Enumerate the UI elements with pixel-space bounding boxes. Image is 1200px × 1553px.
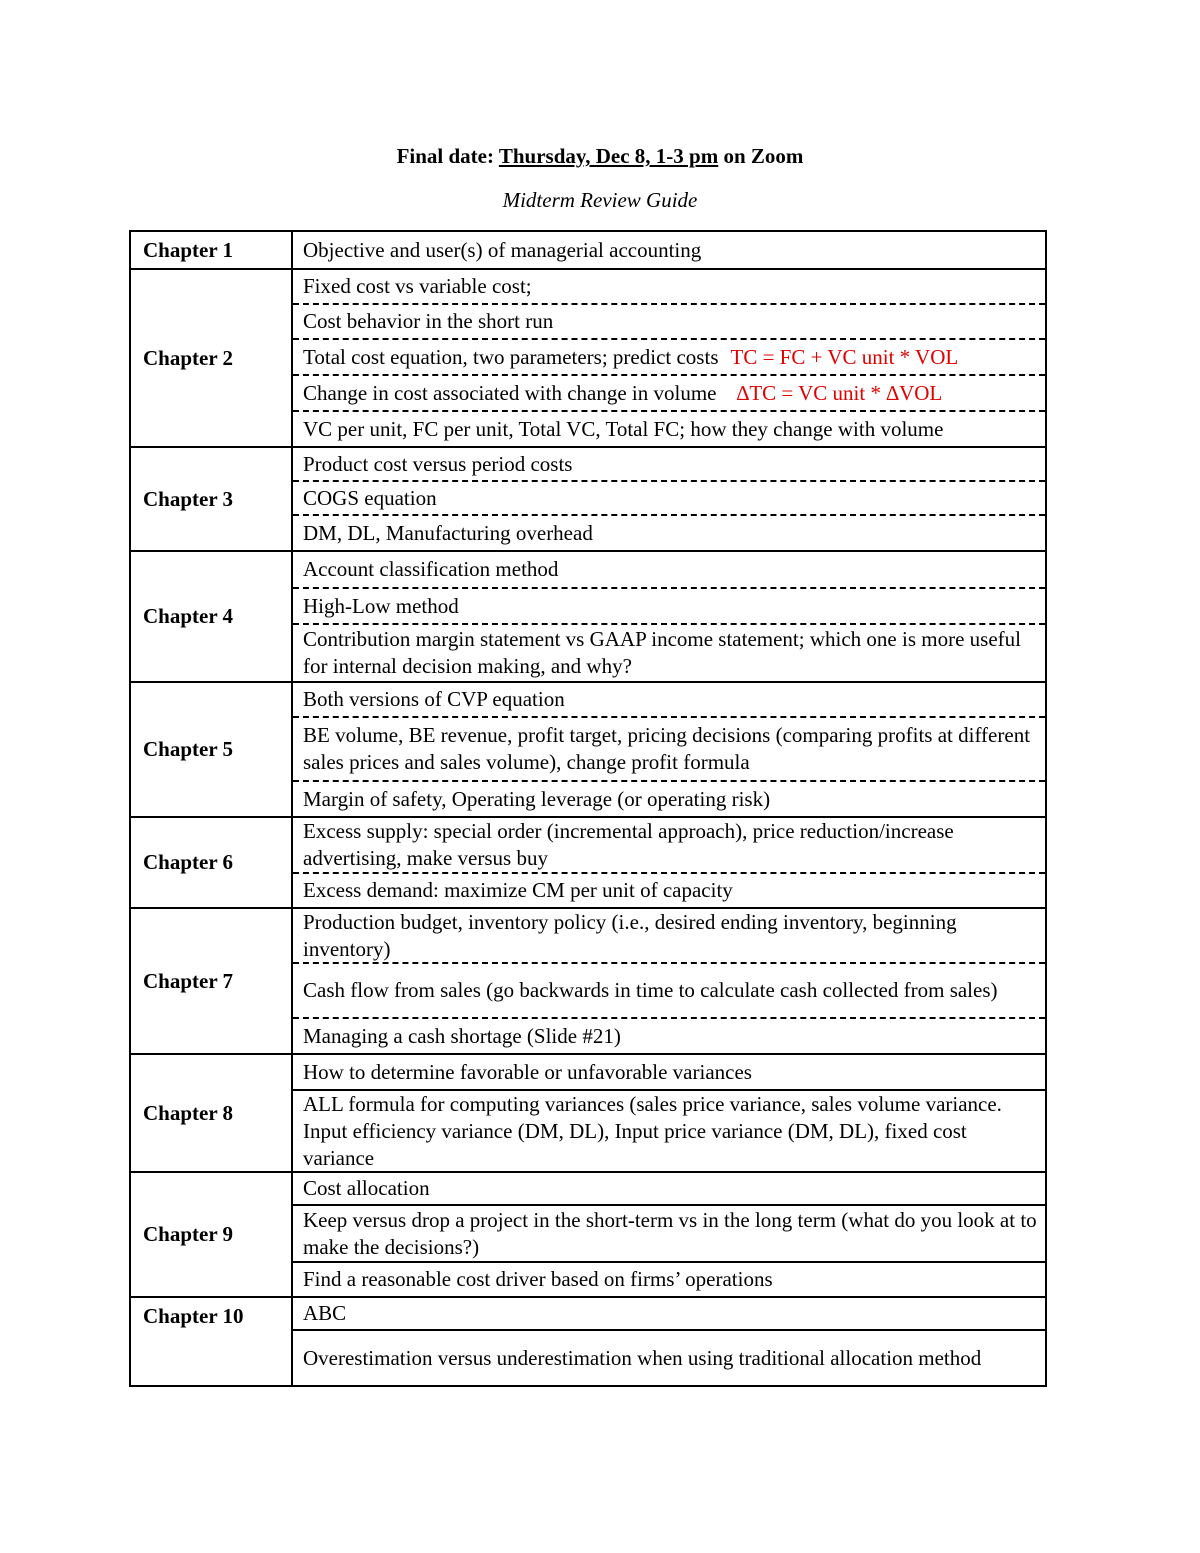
topic-item: VC per unit, FC per unit, Total VC, Total FC; how they change with volume (293, 410, 1045, 446)
chapter-label: Chapter 10 (130, 1297, 292, 1386)
topic-item: Objective and user(s) of managerial accounting (303, 237, 702, 262)
chapter-row-8 (130, 1054, 1046, 1172)
topic-item: ALL formula for computing variances (sales price variance, sales volume variance. Input efficiency variance (DM, DL), Input price variance (DM, DL), fixed cost variance (293, 1089, 1045, 1171)
total-cost-formula: TC = FC + VC unit * VOL (730, 344, 959, 369)
topic-item: Margin of safety, Operating leverage (or operating risk) (293, 780, 1045, 816)
chapter-label: Chapter 3 (130, 447, 292, 551)
topic-item: Cost behavior in the short run (293, 303, 1045, 338)
topic-item: Overestimation versus underestimation when using traditional allocation method (293, 1329, 1045, 1385)
topic-item: Product cost versus period costs (303, 451, 573, 476)
chapter-topics (292, 447, 1046, 551)
topic-text: Change in cost associated with change in volume (303, 380, 717, 405)
chapter-topics (292, 551, 1046, 682)
chapter-topics (292, 908, 1046, 1054)
chapter-row-1 (130, 231, 1046, 269)
chapter-row-2 (130, 269, 1046, 447)
chapter-label: Chapter 5 (130, 682, 292, 817)
topic-text: Total cost equation, two parameters; predict costs (303, 344, 719, 369)
final-date-value: Thursday, Dec 8, 1-3 pm (498, 144, 719, 168)
chapter-row-3 (130, 447, 1046, 551)
topic-item: Excess demand: maximize CM per unit of capacity (293, 872, 1045, 907)
chapter-topics (292, 269, 1046, 447)
final-date-prefix: Final date: (396, 144, 499, 168)
change-cost-formula: ∆TC = VC unit * ∆VOL (736, 380, 943, 405)
topic-item: ABC (303, 1301, 347, 1325)
chapter-topics (292, 231, 1046, 269)
topic-item: Both versions of CVP equation (303, 687, 565, 711)
chapter-row-10 (130, 1297, 1046, 1386)
chapter-label: Chapter 9 (130, 1172, 292, 1297)
chapter-row-5 (130, 682, 1046, 817)
topic-item: BE volume, BE revenue, profit target, pricing decisions (comparing profits at different sales prices and sales volume), change profit formula (293, 716, 1045, 780)
chapter-topics (292, 817, 1046, 908)
topic-item: Account classification method (303, 557, 559, 581)
topic-item: COGS equation (293, 480, 1045, 514)
chapter-row-9 (130, 1172, 1046, 1297)
chapter-topics (292, 1297, 1046, 1386)
topic-item: Fixed cost vs variable cost; (303, 274, 532, 298)
chapter-topics (292, 1172, 1046, 1297)
topic-item: Excess supply: special order (incremental approach), price reduction/increase advertising, make versus buy (303, 819, 954, 870)
topic-item: Cash flow from sales (go backwards in time to calculate cash collected from sales) (293, 962, 1045, 1017)
chapter-label: Chapter 6 (130, 817, 292, 908)
chapter-label: Chapter 8 (130, 1054, 292, 1172)
topic-item: Managing a cash shortage (Slide #21) (293, 1017, 1045, 1053)
topic-item: DM, DL, Manufacturing overhead (293, 514, 1045, 550)
topic-item (293, 374, 1045, 410)
chapter-topics (292, 682, 1046, 817)
chapter-label: Chapter 1 (130, 231, 292, 269)
topic-item: Cost allocation (303, 1176, 430, 1200)
final-date-heading (0, 140, 1200, 172)
topic-item (293, 338, 1045, 374)
chapter-row-7 (130, 908, 1046, 1054)
topic-item: High-Low method (293, 587, 1045, 623)
chapter-label: Chapter 7 (130, 908, 292, 1054)
review-guide-subtitle: Midterm Review Guide (502, 188, 698, 212)
topic-item: Production budget, inventory policy (i.e., desired ending inventory, beginning inventory) (303, 909, 957, 961)
final-date-suffix: on Zoom (718, 144, 804, 168)
topic-item: Contribution margin statement vs GAAP income statement; which one is more useful for internal decision making, and why? (293, 623, 1045, 681)
chapter-row-6 (130, 817, 1046, 908)
topic-item: How to determine favorable or unfavorable variances (303, 1059, 752, 1084)
topic-item: Keep versus drop a project in the short-term vs in the long term (what do you look at to make the decisions?) (293, 1204, 1045, 1261)
chapter-topics (292, 1054, 1046, 1172)
chapter-row-4 (130, 551, 1046, 682)
review-guide-table (129, 230, 1047, 1387)
chapter-label: Chapter 2 (130, 269, 292, 447)
chapter-label: Chapter 4 (130, 551, 292, 682)
topic-item: Find a reasonable cost driver based on firms’ operations (293, 1261, 1045, 1296)
